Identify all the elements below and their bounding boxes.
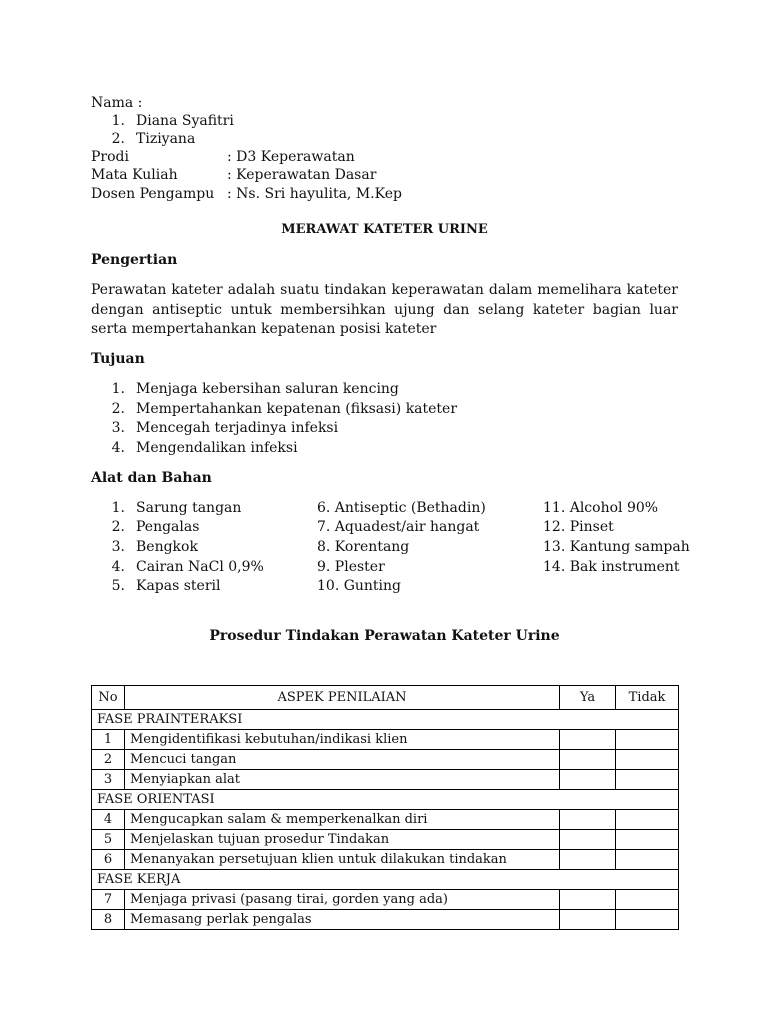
alat-item: Cairan NaCl 0,9% <box>136 559 264 575</box>
row-aspek: Mengidentifikasi kebutuhan/indikasi klien <box>125 730 560 750</box>
tidak-cell[interactable] <box>616 850 679 870</box>
tujuan-number: 2. <box>111 401 125 417</box>
alat-number: 2. <box>111 519 125 535</box>
tidak-cell[interactable] <box>616 810 679 830</box>
ya-cell[interactable] <box>560 850 616 870</box>
phase-label: FASE KERJA <box>92 870 679 890</box>
table-row <box>92 750 679 770</box>
header-aspek: ASPEK PENILAIAN <box>125 686 560 710</box>
row-number: 1 <box>92 730 125 750</box>
tujuan-number: 1. <box>111 381 125 397</box>
row-number: 2 <box>92 750 125 770</box>
tidak-cell[interactable] <box>616 770 679 790</box>
row-aspek: Mengucapkan salam & memperkenalkan diri <box>125 810 560 830</box>
tujuan-item: Mempertahankan kepatenan (fiksasi) kateter <box>136 401 458 417</box>
row-aspek: Memasang perlak pengalas <box>125 910 560 930</box>
row-aspek: Menyiapkan alat <box>125 770 560 790</box>
alat-item: 10. Gunting <box>317 578 402 594</box>
table-row <box>92 810 679 830</box>
ya-cell[interactable] <box>560 830 616 850</box>
tujuan-item: Mencegah terjadinya infeksi <box>136 420 339 436</box>
phase-label: FASE ORIENTASI <box>92 790 679 810</box>
alat-item: Bengkok <box>136 539 198 555</box>
alat-item: 6. Antiseptic (Bethadin) <box>317 500 486 516</box>
ya-cell[interactable] <box>560 730 616 750</box>
phase-label: FASE PRAINTERAKSI <box>92 710 679 730</box>
alat-item: 8. Korentang <box>317 539 410 555</box>
alat-item: 11. Alcohol 90% <box>543 500 659 516</box>
ya-cell[interactable] <box>560 750 616 770</box>
dosen-value: : Ns. Sri hayulita, M.Kep <box>227 186 402 202</box>
prosedur-heading: Prosedur Tindakan Perawatan Kateter Urine <box>209 628 560 644</box>
row-number: 4 <box>92 810 125 830</box>
tujuan-heading: Tujuan <box>91 351 145 367</box>
alat-item: Pengalas <box>136 519 200 535</box>
table-row <box>92 770 679 790</box>
row-aspek: Menjelaskan tujuan prosedur Tindakan <box>125 830 560 850</box>
tujuan-item: Mengendalikan infeksi <box>136 440 298 456</box>
ya-cell[interactable] <box>560 810 616 830</box>
tidak-cell[interactable] <box>616 830 679 850</box>
table-row <box>92 830 679 850</box>
table-row <box>92 850 679 870</box>
tidak-cell[interactable] <box>616 730 679 750</box>
prodi-value: : D3 Keperawatan <box>227 149 355 165</box>
tidak-cell[interactable] <box>616 890 679 910</box>
alat-item: 7. Aquadest/air hangat <box>317 519 480 535</box>
alat-item: 9. Plester <box>317 559 385 575</box>
nama-label: Nama : <box>91 95 143 111</box>
alat-item: 14. Bak instrument <box>543 559 680 575</box>
alat-number: 1. <box>111 500 125 516</box>
alat-item: Kapas steril <box>136 578 221 594</box>
row-aspek: Mencuci tangan <box>125 750 560 770</box>
phase-row <box>92 790 679 810</box>
mata-kuliah-value: : Keperawatan Dasar <box>227 167 377 183</box>
prodi-label: Prodi <box>91 149 129 165</box>
table-row <box>92 890 679 910</box>
table-row <box>92 730 679 750</box>
alat-item: 13. Kantung sampah <box>543 539 690 555</box>
procedure-checklist-table <box>91 685 679 930</box>
table-header-row <box>92 686 679 710</box>
member-name: Tiziyana <box>136 131 196 147</box>
header-no: No <box>92 686 125 710</box>
alat-item: 12. Pinset <box>543 519 614 535</box>
phase-row <box>92 870 679 890</box>
table-row <box>92 910 679 930</box>
alat-item: Sarung tangan <box>136 500 242 516</box>
row-number: 7 <box>92 890 125 910</box>
tujuan-number: 3. <box>111 420 125 436</box>
pengertian-heading: Pengertian <box>91 252 178 268</box>
document-title: MERAWAT KATETER URINE <box>281 222 488 237</box>
tidak-cell[interactable] <box>616 750 679 770</box>
header-ya: Ya <box>560 686 616 710</box>
member-number: 1. <box>111 113 125 129</box>
alat-number: 5. <box>111 578 125 594</box>
row-aspek: Menanyakan persetujuan klien untuk dilakukan tindakan <box>125 850 560 870</box>
header-tidak: Tidak <box>616 686 679 710</box>
row-number: 3 <box>92 770 125 790</box>
row-number: 8 <box>92 910 125 930</box>
ya-cell[interactable] <box>560 910 616 930</box>
member-number: 2. <box>111 131 125 147</box>
member-name: Diana Syafitri <box>136 113 234 129</box>
alat-number: 3. <box>111 539 125 555</box>
dosen-label: Dosen Pengampu <box>91 186 215 202</box>
mata-kuliah-label: Mata Kuliah <box>91 167 178 183</box>
row-number: 6 <box>92 850 125 870</box>
row-number: 5 <box>92 830 125 850</box>
ya-cell[interactable] <box>560 890 616 910</box>
tidak-cell[interactable] <box>616 910 679 930</box>
alat-number: 4. <box>111 559 125 575</box>
ya-cell[interactable] <box>560 770 616 790</box>
tujuan-number: 4. <box>111 440 125 456</box>
row-aspek: Menjaga privasi (pasang tirai, gorden yang ada) <box>125 890 560 910</box>
pengertian-paragraph: Perawatan kateter adalah suatu tindakan keperawatan dalam memelihara kateter dengan antiseptic untuk membersihkan ujung dan selang kateter bagian luar serta mempertahankan kepatenan posisi kateter <box>91 282 678 337</box>
phase-row <box>92 710 679 730</box>
alat-heading: Alat dan Bahan <box>91 470 212 486</box>
tujuan-item: Menjaga kebersihan saluran kencing <box>136 381 399 397</box>
